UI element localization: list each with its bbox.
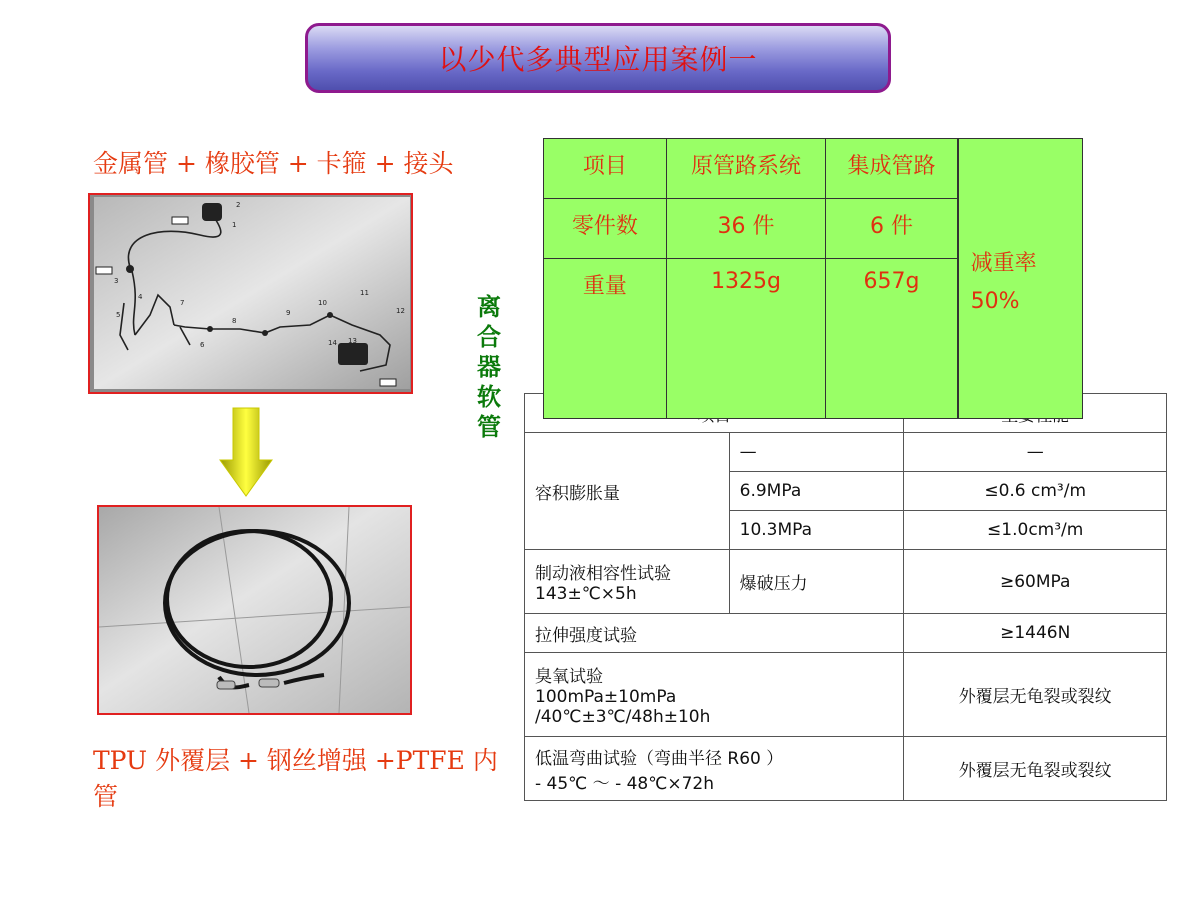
performance-table: [524, 393, 1167, 801]
table-cell: ≤1.0cm³/m: [904, 511, 1167, 550]
table-cell: 容积膨胀量: [525, 433, 730, 550]
table-cell: 657g: [826, 259, 958, 419]
cell-line: - 45℃ ～ - 48℃×72h: [535, 773, 714, 794]
diagram-label: 12: [396, 307, 405, 315]
vertical-label-char: 软: [477, 382, 501, 411]
table-header-cell: 原管路系统: [666, 139, 826, 199]
table-header-cell: 集成管路: [826, 139, 958, 199]
table-cell: ≥1446N: [904, 614, 1167, 653]
comparison-table: [543, 138, 1083, 419]
diagram-label: 11: [360, 289, 369, 297]
table-row: [525, 653, 1167, 737]
integrated-hose-photo: [97, 505, 412, 715]
table-row: [525, 737, 1167, 801]
original-piping-diagram-photo: [88, 193, 413, 394]
diagram-label: 9: [286, 309, 291, 317]
diagram-label: 1: [232, 221, 237, 229]
table-cell: ≥60MPa: [904, 550, 1167, 614]
diagram-label: 8: [232, 317, 237, 325]
piping-line-drawing: [90, 195, 411, 392]
down-arrow-icon: [218, 406, 274, 498]
table-cell: 6 件: [826, 199, 958, 259]
slide-title: 以少代多典型应用案例一: [438, 43, 758, 76]
table-cell: 外覆层无龟裂或裂纹: [904, 653, 1167, 737]
table-row: [525, 550, 1167, 614]
diagram-label: 4: [138, 293, 143, 301]
diagram-label: 2: [236, 201, 241, 209]
diagram-label: 13: [348, 337, 357, 345]
table-cell: 1325g: [666, 259, 826, 419]
vertical-label-char: 管: [477, 412, 501, 441]
diagram-label: 7: [180, 299, 185, 307]
table-row: [525, 433, 1167, 472]
table-cell: —: [904, 433, 1167, 472]
cell-line: 低温弯曲试验（弯曲半径 R60 ）: [535, 748, 784, 769]
table-header-cell: 项目: [544, 139, 667, 199]
weight-reduction-cell: [958, 139, 1083, 419]
caption-original-system: 金属管 + 橡胶管 + 卡箍 + 接头: [93, 149, 454, 178]
table-cell: ≤0.6 cm³/m: [904, 472, 1167, 511]
table-cell: [525, 653, 904, 737]
table-cell: 拉伸强度试验: [525, 614, 904, 653]
reduction-label: 减重率: [970, 251, 1037, 276]
cell-line: 制动液相容性试验: [535, 564, 671, 584]
table-row: [544, 139, 1083, 199]
diagram-label: 14: [328, 339, 337, 347]
cell-line: 100mPa±10mPa: [535, 687, 677, 707]
table-cell: 爆破压力: [729, 550, 904, 614]
table-row: [525, 614, 1167, 653]
table-cell: 外覆层无龟裂或裂纹: [904, 737, 1167, 801]
table-cell: 10.3MPa: [729, 511, 904, 550]
coiled-hose-drawing: [99, 507, 410, 713]
diagram-label: 5: [116, 311, 121, 319]
cell-line: /40℃±3℃/48h±10h: [535, 707, 711, 727]
table-cell: 36 件: [666, 199, 826, 259]
table-cell: 零件数: [544, 199, 667, 259]
table-cell: [525, 550, 730, 614]
cell-line: 臭氧试验: [535, 667, 603, 687]
vertical-label-char: 离: [477, 292, 501, 321]
diagram-label: 3: [114, 277, 119, 285]
diagram-label: 10: [318, 299, 327, 307]
table-cell: 6.9MPa: [729, 472, 904, 511]
title-banner: [305, 23, 891, 93]
caption-integrated-hose: TPU 外覆层 + 钢丝增强 +PTFE 内管: [93, 746, 498, 811]
diagram-label: 6: [200, 341, 205, 349]
vertical-label-char: 器: [477, 352, 501, 381]
table-cell: —: [729, 433, 904, 472]
vertical-label-char: 合: [477, 322, 501, 351]
table-cell: 重量: [544, 259, 667, 419]
cell-line: 143±℃×5h: [535, 584, 637, 604]
table-cell: [525, 737, 904, 801]
vertical-label-clutch-hose: [473, 292, 505, 442]
reduction-value: 50%: [970, 289, 1020, 314]
